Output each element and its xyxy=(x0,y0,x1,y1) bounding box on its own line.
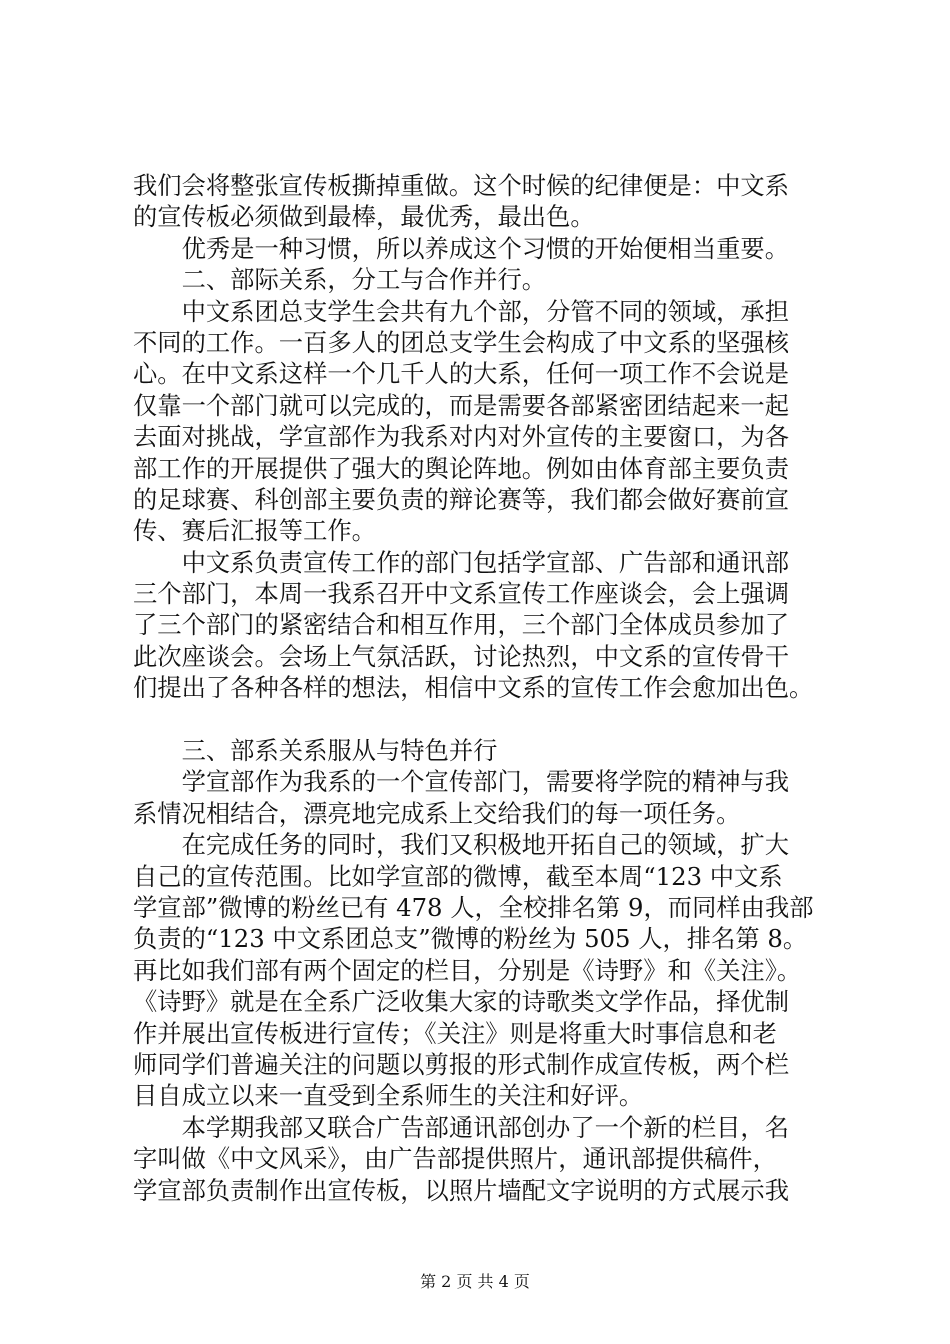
page-footer: 第 2 页 共 4 页 xyxy=(420,1272,530,1291)
text-line: 再比如我们部有两个固定的栏目，分别是《诗野》和《关注》。 xyxy=(133,955,802,985)
text-line: 作并展出宣传板进行宣传；《关注》则是将重大时事信息和老 xyxy=(133,1018,777,1048)
text-line: 《诗野》就是在全系广泛收集大家的诗歌类文学作品，择优制 xyxy=(133,987,790,1017)
text-line: 师同学们普遍关注的问题以剪报的形式制作成宣传板，两个栏 xyxy=(133,1049,790,1079)
text-line: 了三个部门的紧密结合和相互作用，三个部门全体成员参加了 xyxy=(133,610,790,640)
section-heading: 三、部系关系服从与特色并行 xyxy=(133,736,498,766)
text-line: 负责的“123 中文系团总支”微博的粉丝为 505 人，排名第 8。 xyxy=(133,924,808,954)
text-line: 三个部门，本周一我系召开中文系宣传工作座谈会，会上强调 xyxy=(133,579,790,609)
text-line: 心。在中文系这样一个几千人的大系，任何一项工作不会说是 xyxy=(133,359,790,389)
text-line: 自己的宣传范围。比如学宣部的微博，截至本周“123 中文系 xyxy=(133,861,783,891)
text-line: 仅靠一个部门就可以完成的，而是需要各部紧密团结起来一起 xyxy=(133,390,790,420)
text-line: 目自成立以来一直受到全系师生的关注和好评。 xyxy=(133,1081,644,1111)
text-line: 在完成任务的同时，我们又积极地开拓自己的领域，扩大 xyxy=(133,830,790,860)
text-line: 的宣传板必须做到最棒，最优秀，最出色。 xyxy=(133,202,595,232)
text-line: 中文系团总支学生会共有九个部，分管不同的领域，承担 xyxy=(133,296,790,326)
text-line: 学宣部负责制作出宣传板，以照片墙配文字说明的方式展示我 xyxy=(133,1175,790,1205)
text-line: 的足球赛、科创部主要负责的辩论赛等，我们都会做好赛前宣 xyxy=(133,484,790,514)
text-line: 字叫做《中文风采》，由广告部提供照片，通讯部提供稿件， xyxy=(133,1144,777,1174)
text-line: 中文系负责宣传工作的部门包括学宣部、广告部和通讯部 xyxy=(133,547,790,577)
text-line: 此次座谈会。会场上气氛活跃，讨论热烈，中文系的宣传骨干 xyxy=(133,641,790,671)
text-line: 本学期我部又联合广告部通讯部创办了一个新的栏目，名 xyxy=(133,1112,790,1142)
text-line: 部工作的开展提供了强大的舆论阵地。例如由体育部主要负责 xyxy=(133,453,790,483)
text-line: 我们会将整张宣传板撕掉重做。这个时候的纪律便是：中文系 xyxy=(133,171,790,200)
text-line: 系情况相结合，漂亮地完成系上交给我们的每一项任务。 xyxy=(133,798,741,828)
text-line: 学宣部作为我系的一个宣传部门，需要将学院的精神与我 xyxy=(133,767,790,797)
text-line: 去面对挑战，学宣部作为我系对内对外宣传的主要窗口，为各 xyxy=(133,422,790,452)
section-heading: 二、部际关系，分工与合作并行。 xyxy=(133,265,547,295)
body-text xyxy=(133,170,833,1206)
text-line: 传、赛后汇报等工作。 xyxy=(133,516,376,546)
blank-line xyxy=(133,704,833,735)
text-line: 优秀是一种习惯，所以养成这个习惯的开始便相当重要。 xyxy=(133,233,790,263)
text-line: 不同的工作。一百多人的团总支学生会构成了中文系的坚强核 xyxy=(133,327,790,357)
text-line: 学宣部”微博的粉丝已有 478 人，全校排名第 9，而同样由我部 xyxy=(133,892,814,922)
text-line: 们提出了各种各样的想法，相信中文系的宣传工作会愈加出色。 xyxy=(133,673,814,703)
